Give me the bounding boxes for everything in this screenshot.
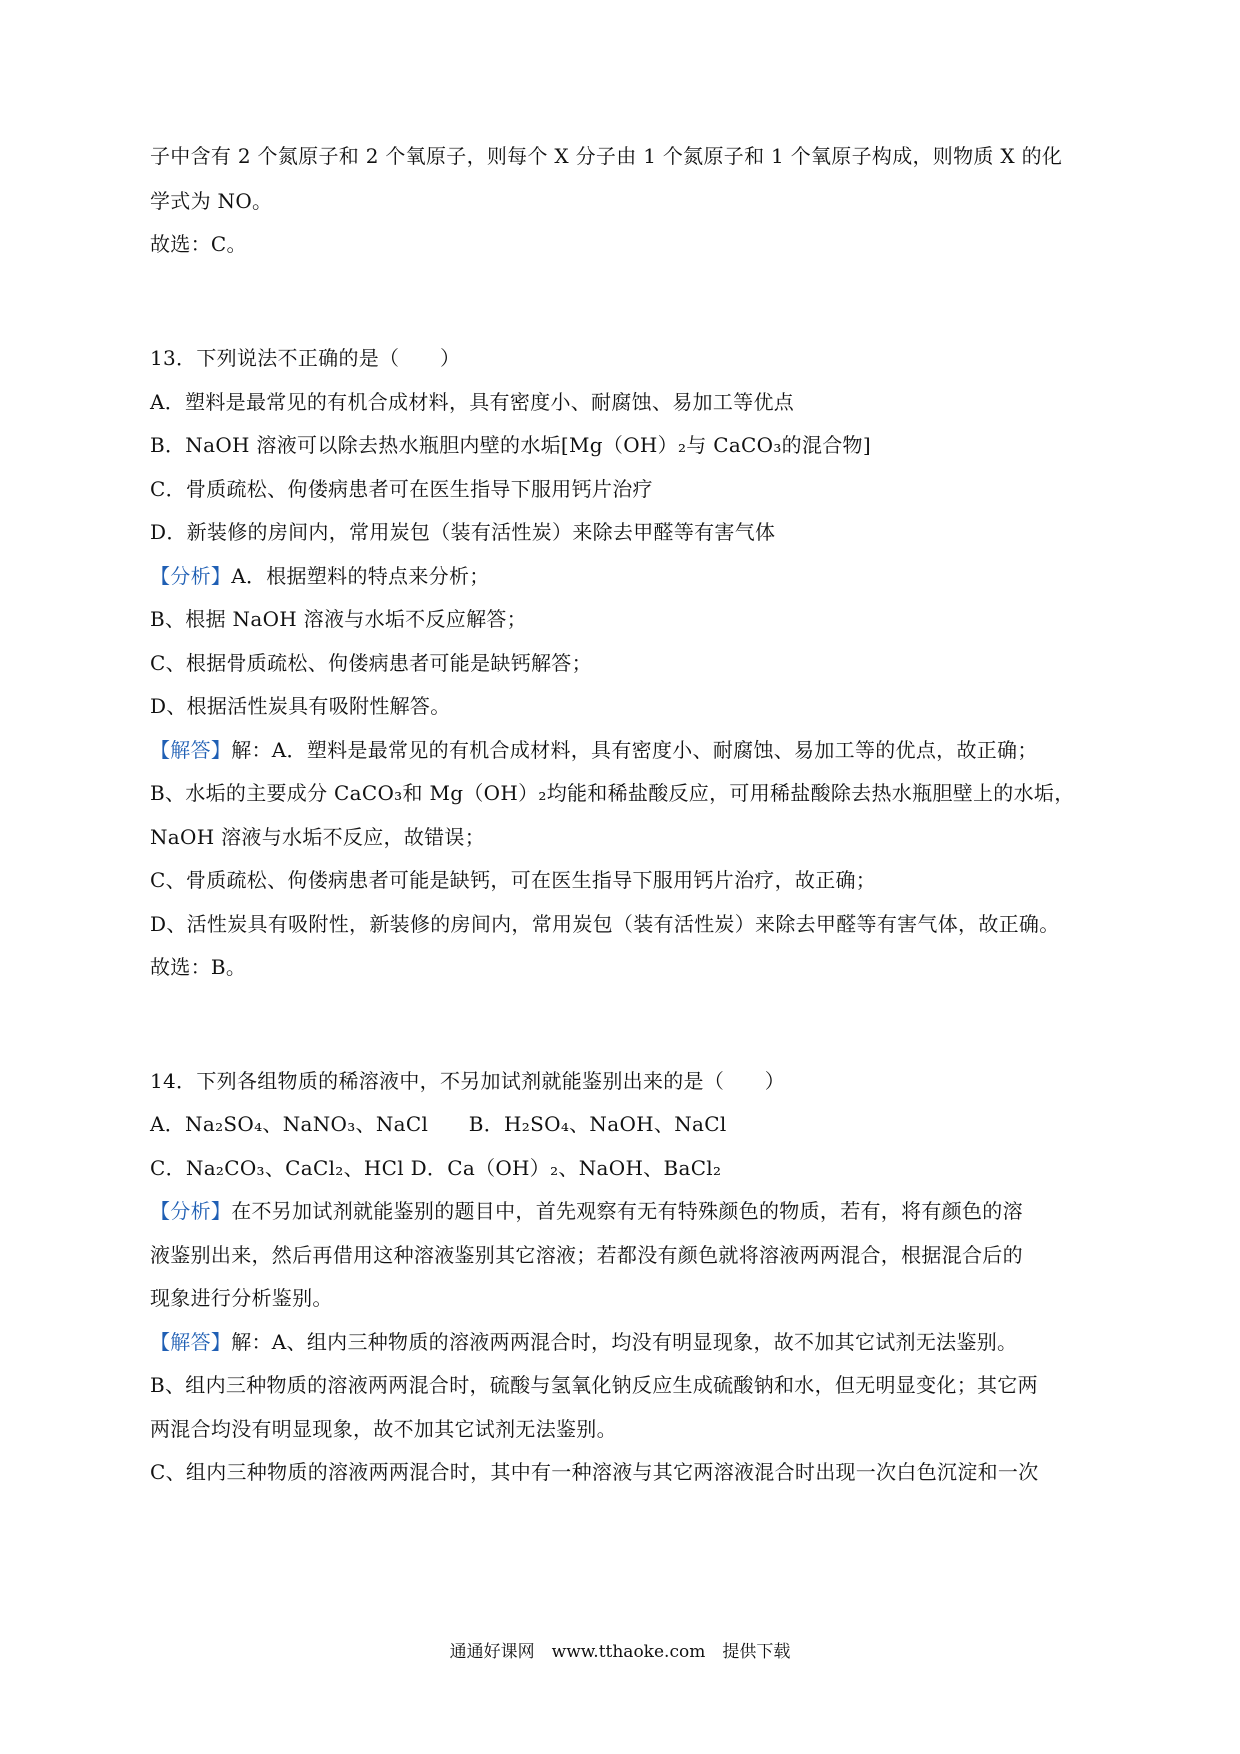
text-line: D、根据活性炭具有吸附性解答。 bbox=[150, 694, 451, 718]
text-line: 液鉴别出来，然后再借用这种溶液鉴别其它溶液；若都没有颜色就将溶液两两混合，根据混合后的 bbox=[150, 1243, 1023, 1267]
answer-line: 【解答】解：A．塑料是最常见的有机合成材料，具有密度小、耐腐蚀、易加工等的优点，故正确； bbox=[150, 738, 1038, 762]
answer-tag: 【解答】 bbox=[150, 738, 232, 762]
text-line: D、活性炭具有吸附性，新装修的房间内，常用炭包（装有活性炭）来除去甲醛等有害气体，故正确。 bbox=[150, 912, 1060, 936]
analysis-tag: 【分析】 bbox=[150, 564, 232, 588]
question-14-options-ab: A．Na₂SO₄、NaNO₃、NaCl B．H₂SO₄、NaOH、NaCl bbox=[150, 1112, 727, 1136]
text-line: 子中含有 2 个氮原子和 2 个氧原子，则每个 X 分子由 1 个氮原子和 1 个氧原子构成，则物质 X 的化 bbox=[150, 144, 1063, 168]
answer-line: 【解答】解：A、组内三种物质的溶液两两混合时，均没有明显现象，故不加其它试剂无法鉴别。 bbox=[150, 1330, 1018, 1354]
analysis-tag: 【分析】 bbox=[150, 1199, 232, 1223]
question-13-option-d: D．新装修的房间内，常用炭包（装有活性炭）来除去甲醛等有害气体 bbox=[150, 520, 776, 544]
question-13-option-b: B．NaOH 溶液可以除去热水瓶胆内壁的水垢[Mg（OH）₂与 CaCO₃的混合物] bbox=[150, 433, 871, 457]
text-line: B、组内三种物质的溶液两两混合时，硫酸与氢氧化钠反应生成硫酸钠和水，但无明显变化；其它两 bbox=[150, 1373, 1038, 1397]
text-line: 两混合均没有明显现象，故不加其它试剂无法鉴别。 bbox=[150, 1417, 617, 1441]
text-line: 学式为 NO。 bbox=[150, 189, 273, 213]
text-line: NaOH 溶液与水垢不反应，故错误； bbox=[150, 825, 486, 849]
answer-tag: 【解答】 bbox=[150, 1330, 232, 1354]
question-14-stem: 14．下列各组物质的稀溶液中，不另加试剂就能鉴别出来的是（ ） bbox=[150, 1069, 786, 1093]
text-line: 故选：B。 bbox=[150, 955, 247, 979]
text-line: B、水垢的主要成分 CaCO₃和 Mg（OH）₂均能和稀盐酸反应，可用稀盐酸除去热水瓶胆壁上的水垢， bbox=[150, 781, 1075, 805]
text-line: 现象进行分析鉴别。 bbox=[150, 1286, 333, 1310]
question-13-option-a: A．塑料是最常见的有机合成材料，具有密度小、耐腐蚀、易加工等优点 bbox=[150, 390, 795, 414]
question-14-options-cd: C．Na₂CO₃、CaCl₂、HCl D．Ca（OH）₂、NaOH、BaCl₂ bbox=[150, 1156, 722, 1180]
question-13-stem: 13．下列说法不正确的是（ ） bbox=[150, 346, 461, 370]
text-line: C、骨质疏松、佝偻病患者可能是缺钙，可在医生指导下服用钙片治疗，故正确； bbox=[150, 868, 877, 892]
analysis-line: 【分析】A．根据塑料的特点来分析； bbox=[150, 564, 490, 588]
page-footer: 通通好课网 www.tthaoke.com 提供下载 bbox=[449, 1642, 791, 1662]
text-line: C、组内三种物质的溶液两两混合时，其中有一种溶液与其它两溶液混合时出现一次白色沉淀和一次 bbox=[150, 1460, 1039, 1484]
question-13-option-c: C．骨质疏松、佝偻病患者可在医生指导下服用钙片治疗 bbox=[150, 477, 653, 501]
text-line: C、根据骨质疏松、佝偻病患者可能是缺钙解答； bbox=[150, 651, 592, 675]
text-line: 故选：C。 bbox=[150, 232, 247, 256]
text-line: B、根据 NaOH 溶液与水垢不反应解答； bbox=[150, 607, 527, 631]
analysis-line: 【分析】在不另加试剂就能鉴别的题目中，首先观察有无有特殊颜色的物质，若有，将有颜色的溶 bbox=[150, 1199, 1023, 1223]
